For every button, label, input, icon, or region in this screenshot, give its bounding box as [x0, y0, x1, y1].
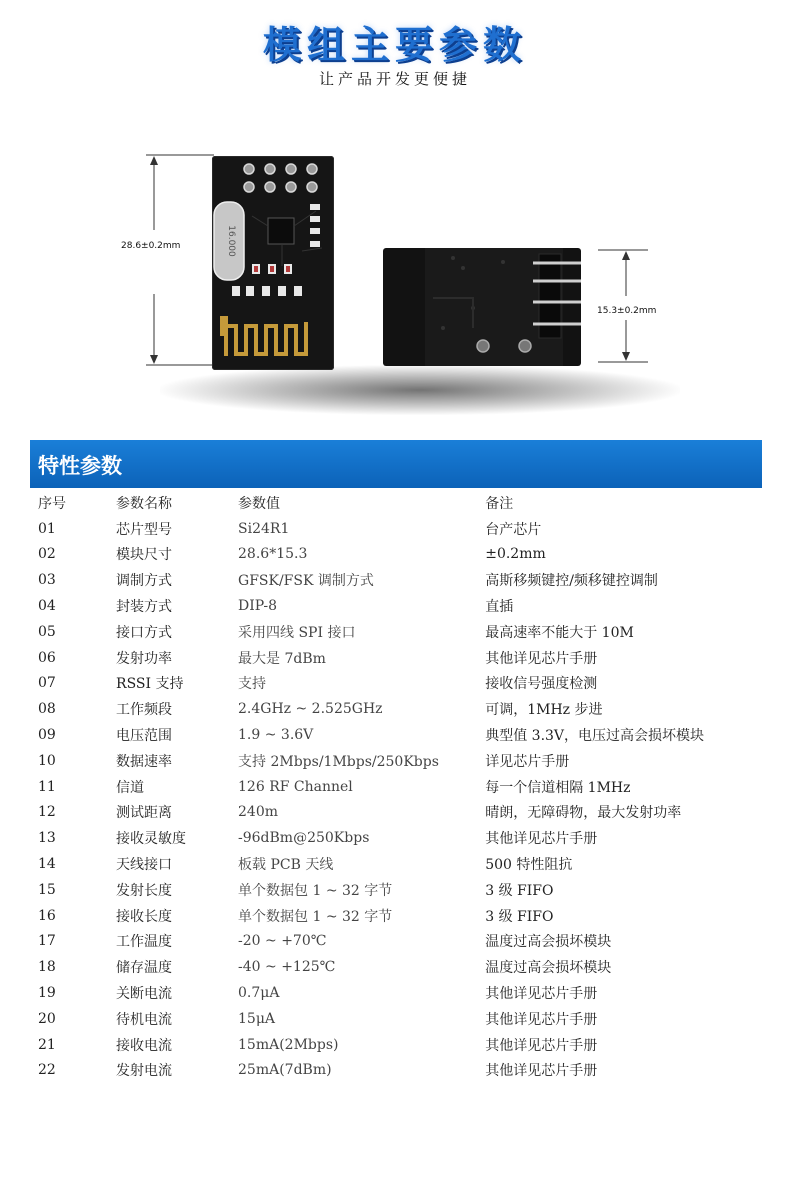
cell-name: 发射电流	[116, 1063, 173, 1080]
header-name: 参数名称	[116, 495, 173, 512]
page-title: 模组主要参数	[262, 23, 527, 67]
page-subtitle: 让产品开发更便捷	[318, 70, 471, 88]
cell-name: 天线接口	[116, 857, 173, 874]
cell-name: 接收长度	[116, 908, 173, 925]
cell-note: 其他详见芯片手册	[485, 650, 598, 667]
cell-note: 温度过高会损坏模块	[485, 934, 612, 951]
cell-note: 其他详见芯片手册	[485, 1011, 598, 1028]
cell-name: 模块尺寸	[116, 547, 173, 564]
table-row	[30, 1006, 762, 1032]
table-row	[30, 980, 762, 1006]
cell-note: 500 特性阻抗	[485, 857, 573, 874]
table-row	[30, 877, 762, 903]
cell-note: 可调，1MHz 步进	[485, 702, 603, 719]
cell-index: 17	[38, 933, 56, 950]
cell-note: 其他详见芯片手册	[485, 1037, 598, 1054]
table-row	[30, 903, 762, 929]
cell-index: 01	[38, 520, 56, 537]
table-row	[30, 1058, 762, 1084]
crystal-marking: 16.000	[226, 225, 236, 257]
cell-note: 3 级 FIFO	[485, 882, 554, 899]
table-row	[30, 954, 762, 980]
cell-index: 12	[38, 804, 56, 821]
section-header	[30, 440, 762, 488]
cell-note: ±0.2mm	[485, 546, 546, 563]
cell-value: 28.6*15.3	[238, 546, 308, 563]
cell-name: 接收电流	[116, 1037, 173, 1054]
cell-value: 126 RF Channel	[238, 778, 353, 795]
cell-name: 信道	[116, 779, 145, 796]
cell-index: 16	[38, 907, 56, 924]
cell-note: 其他详见芯片手册	[485, 986, 598, 1003]
cell-note: 台产芯片	[485, 521, 542, 538]
product-shadow	[160, 365, 680, 415]
cell-name: 待机电流	[116, 1011, 173, 1028]
cell-index: 11	[38, 778, 56, 795]
cell-value: -96dBm@250Kbps	[238, 830, 370, 847]
cell-value: 240m	[238, 804, 279, 821]
table-row	[30, 825, 762, 851]
table-row	[30, 696, 762, 722]
cell-name: 测试距离	[116, 805, 173, 822]
cell-value: DIP-8	[238, 598, 278, 615]
cell-name: 发射长度	[116, 882, 173, 899]
cell-value: 支持 2Mbps/1Mbps/250Kbps	[238, 753, 439, 770]
cell-note: 其他详见芯片手册	[485, 831, 598, 848]
cell-value: 15mA(2Mbps)	[238, 1036, 339, 1053]
header-index: 序号	[38, 495, 66, 512]
cell-name: 接收灵敏度	[116, 831, 187, 848]
cell-index: 08	[38, 701, 56, 718]
header-value: 参数值	[238, 495, 281, 512]
cell-index: 22	[38, 1062, 56, 1079]
table-row	[30, 929, 762, 955]
table-row	[30, 671, 762, 697]
cell-value: -40 ~ +125℃	[238, 959, 336, 976]
table-row	[30, 800, 762, 826]
cell-index: 18	[38, 959, 56, 976]
cell-index: 09	[38, 727, 56, 744]
pcb-back-graphic	[383, 248, 581, 366]
module-front-view	[212, 156, 334, 370]
cell-value: 单个数据包 1 ~ 32 字节	[238, 882, 393, 899]
width-dimension-label: 15.3±0.2mm	[597, 306, 657, 316]
table-row	[30, 516, 762, 542]
cell-note: 温度过高会损坏模块	[485, 960, 612, 977]
cell-value: 最大是 7dBm	[238, 650, 326, 667]
cell-index: 02	[38, 546, 56, 563]
cell-index: 21	[38, 1036, 56, 1053]
cell-note: 其他详见芯片手册	[485, 1063, 598, 1080]
cell-index: 07	[38, 675, 56, 692]
cell-name: 芯片型号	[116, 521, 173, 538]
height-dimension-line	[140, 154, 220, 368]
cell-value: 15μA	[238, 1010, 276, 1027]
table-row	[30, 619, 762, 645]
cell-note: 典型值 3.3V，电压过高会损坏模块	[485, 728, 705, 745]
cell-name: 关断电流	[116, 986, 173, 1003]
cell-index: 03	[38, 572, 56, 589]
cell-value: -20 ~ +70℃	[238, 933, 327, 950]
table-row	[30, 722, 762, 748]
product-image	[120, 140, 680, 420]
cell-index: 10	[38, 752, 56, 769]
cell-index: 15	[38, 881, 56, 898]
cell-name: 发射功率	[116, 650, 173, 667]
header-note: 备注	[485, 495, 514, 512]
cell-note: 最高速率不能大于 10M	[485, 624, 634, 641]
cell-value: 0.7μA	[238, 985, 280, 1002]
cell-value: Si24R1	[238, 520, 290, 537]
cell-index: 06	[38, 649, 56, 666]
pcb-front-graphic	[212, 156, 334, 370]
cell-value: 单个数据包 1 ~ 32 字节	[238, 908, 393, 925]
cell-name: 接口方式	[116, 624, 173, 641]
cell-note: 3 级 FIFO	[485, 908, 554, 925]
cell-value: GFSK/FSK 调制方式	[238, 573, 374, 590]
cell-index: 20	[38, 1010, 56, 1027]
cell-index: 13	[38, 830, 56, 847]
cell-index: 14	[38, 856, 56, 873]
cell-name: RSSI 支持	[116, 676, 184, 693]
cell-index: 05	[38, 623, 56, 640]
cell-index: 04	[38, 598, 56, 615]
cell-value: 2.4GHz ~ 2.525GHz	[238, 701, 383, 718]
module-side-view	[383, 248, 581, 366]
cell-name: 储存温度	[116, 960, 173, 977]
cell-value: 支持	[238, 676, 267, 693]
cell-name: 工作温度	[116, 934, 173, 951]
table-row	[30, 748, 762, 774]
table-row	[30, 774, 762, 800]
cell-value: 25mA(7dBm)	[238, 1062, 332, 1079]
cell-value: 1.9 ~ 3.6V	[238, 727, 314, 744]
cell-note: 详见芯片手册	[485, 753, 570, 770]
cell-name: 电压范围	[116, 728, 173, 745]
height-dimension-label: 28.6±0.2mm	[121, 241, 181, 251]
cell-name: 封装方式	[116, 599, 173, 616]
section-title: 特性参数	[38, 454, 122, 478]
table-row	[30, 645, 762, 671]
table-row	[30, 1032, 762, 1058]
table-header-row	[30, 490, 762, 516]
cell-name: 数据速率	[116, 753, 173, 770]
cell-value: 板载 PCB 天线	[238, 857, 334, 874]
table-row	[30, 567, 762, 593]
cell-note: 高斯移频键控/频移键控调制	[485, 573, 658, 590]
cell-name: 工作频段	[116, 702, 173, 719]
table-row	[30, 593, 762, 619]
cell-value: 采用四线 SPI 接口	[238, 624, 356, 641]
table-row	[30, 851, 762, 877]
cell-note: 直插	[485, 599, 514, 616]
cell-note: 晴朗，无障碍物，最大发射功率	[485, 805, 682, 822]
table-row	[30, 542, 762, 568]
parameter-table	[30, 490, 762, 1083]
cell-index: 19	[38, 985, 56, 1002]
cell-note: 每一个信道相隔 1MHz	[485, 779, 631, 796]
cell-note: 接收信号强度检测	[485, 676, 598, 693]
cell-name: 调制方式	[116, 573, 173, 590]
